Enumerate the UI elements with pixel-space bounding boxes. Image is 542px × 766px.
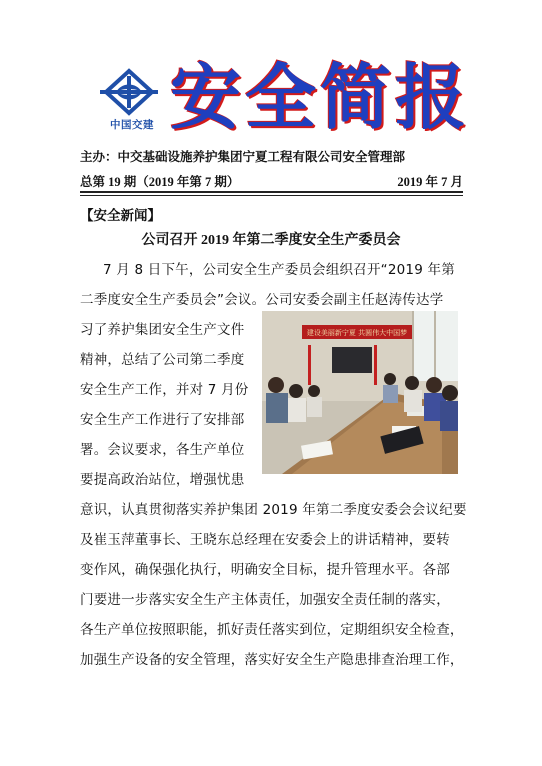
issue-number: 总第 19 期（2019 年第 7 期）: [80, 175, 240, 189]
body-line: 习了养护集团安全生产文件: [80, 322, 245, 338]
body-line: 安全生产工作，并对 7 月份: [80, 382, 249, 398]
body-line: 及崔玉萍董事长、王晓东总经理在安委会上的讲话精神，要转: [80, 532, 450, 548]
body-line: 精神，总结了公司第二季度: [80, 352, 245, 368]
body-line: 7 月 8 日下午，公司安全生产委员会组织召开“2019 年第: [103, 262, 455, 278]
body-line: 安全生产工作进行了安排部: [80, 412, 245, 428]
article-headline: 公司召开 2019 年第二季度安全生产委员会: [141, 233, 401, 248]
body-line: 变作风，确保强化执行，明确安全目标，提升管理水平。各部: [80, 562, 450, 578]
logo-text: 中国交建: [110, 119, 154, 131]
body-line: 署。会议要求，各生产单位: [80, 442, 245, 458]
meeting-photo: [262, 311, 458, 474]
header-rule-thin: [80, 195, 463, 196]
masthead-title: 安全简报: [170, 56, 471, 139]
body-line: 二季度安全生产委员会”会议。公司安委会副主任赵涛传达学: [80, 292, 444, 308]
header-rule-thick: [80, 191, 463, 193]
section-label: 【安全新闻】: [80, 208, 161, 224]
issue-date: 2019 年 7 月: [397, 175, 463, 189]
body-line: 要提高政治站位，增强忧患: [80, 472, 245, 488]
sponsor-line: 主办：中交基础设施养护集团宁夏工程有限公司安全管理部: [80, 149, 406, 164]
body-line: 门要进一步落实安全生产主体责任，加强安全责任制的落实，: [80, 592, 450, 608]
body-line: 各生产单位按照职能，抓好责任落实到位，定期组织安全检查，: [80, 622, 464, 638]
body-line: 意识，认真贯彻落实养护集团 2019 年第二季度安委会会议纪要: [80, 502, 467, 518]
photo-banner-text: 建设美丽新宁夏 共圆伟大中国梦: [306, 329, 408, 337]
issue-info-row: [80, 172, 463, 190]
body-line: 加强生产设备的安全管理，落实好安全生产隐患排查治理工作，: [80, 652, 464, 668]
logo-emblem-icon: [96, 66, 162, 118]
